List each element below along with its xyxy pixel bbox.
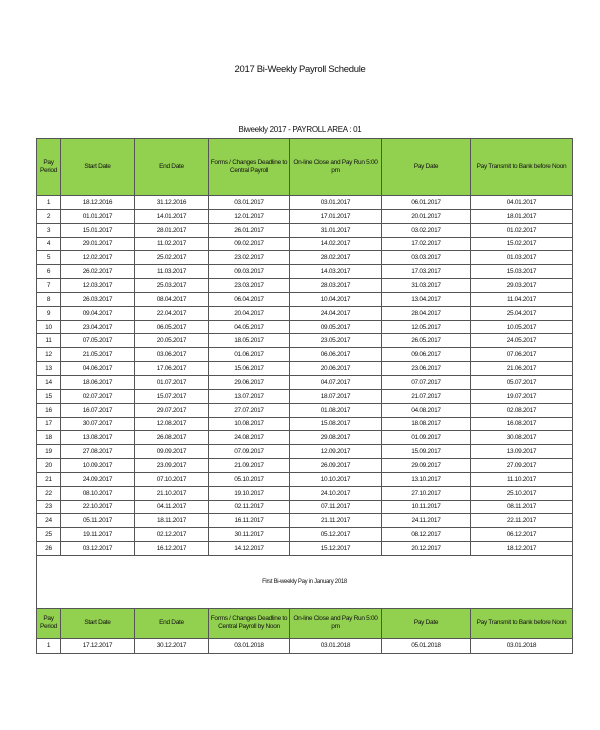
cell: 23.04.2017 — [61, 320, 135, 334]
cell: 13.04.2017 — [382, 292, 471, 306]
cell: 03.02.2017 — [382, 223, 471, 237]
cell: 2 — [37, 209, 61, 223]
cell: 10 — [37, 320, 61, 334]
table-row — [37, 320, 573, 334]
cell: 09.04.2017 — [61, 306, 135, 320]
cell: 16.11.2017 — [209, 514, 290, 528]
header-row-2 — [37, 608, 573, 638]
cell: 10.10.2017 — [290, 472, 382, 486]
table-row — [37, 362, 573, 376]
cell: 24 — [37, 514, 61, 528]
cell: 21.09.2017 — [209, 459, 290, 473]
cell: 10.04.2017 — [290, 292, 382, 306]
cell: 15.01.2017 — [61, 223, 135, 237]
cell: 19.10.2017 — [209, 486, 290, 500]
cell: 03.01.2017 — [209, 196, 290, 210]
cell: 23.03.2017 — [209, 279, 290, 293]
header2-online-close: On-line Close and Pay Run 5:00 pm — [290, 608, 382, 638]
cell: 06.01.2017 — [382, 196, 471, 210]
cell: 27.10.2017 — [382, 486, 471, 500]
cell: 29.09.2017 — [382, 459, 471, 473]
cell: 17.12.2017 — [61, 638, 135, 653]
cell: 8 — [37, 292, 61, 306]
table-row — [37, 542, 573, 556]
cell: 12.03.2017 — [61, 279, 135, 293]
cell: 22.10.2017 — [61, 500, 135, 514]
cell: 12.05.2017 — [382, 320, 471, 334]
cell: 24.11.2017 — [382, 514, 471, 528]
cell: 15.09.2017 — [382, 445, 471, 459]
cell: 31.01.2017 — [290, 223, 382, 237]
cell: 08.11.2017 — [471, 500, 573, 514]
cell: 17.02.2017 — [382, 237, 471, 251]
cell: 9 — [37, 306, 61, 320]
cell: 03.03.2017 — [382, 251, 471, 265]
cell: 08.10.2017 — [61, 486, 135, 500]
cell: 01.07.2017 — [135, 375, 209, 389]
cell: 24.04.2017 — [290, 306, 382, 320]
cell: 1 — [37, 196, 61, 210]
cell: 6 — [37, 265, 61, 279]
cell: 15.06.2017 — [209, 362, 290, 376]
cell: 19 — [37, 445, 61, 459]
cell: 11.03.2017 — [135, 265, 209, 279]
cell: 05.10.2017 — [209, 472, 290, 486]
header2-start-date: Start Date — [61, 608, 135, 638]
cell: 04.06.2017 — [61, 362, 135, 376]
table-subtitle: Biweekly 2017 - PAYROLL AREA : 01 — [238, 125, 362, 134]
cell: 26.03.2017 — [61, 292, 135, 306]
cell: 16 — [37, 403, 61, 417]
cell: 4 — [37, 237, 61, 251]
cell: 24.10.2017 — [290, 486, 382, 500]
cell: 26.01.2017 — [209, 223, 290, 237]
cell: 30.07.2017 — [61, 417, 135, 431]
cell: 12.02.2017 — [61, 251, 135, 265]
cell: 27.07.2017 — [209, 403, 290, 417]
table-row — [37, 389, 573, 403]
cell: 09.06.2017 — [382, 348, 471, 362]
cell: 12.08.2017 — [135, 417, 209, 431]
document-title: 2017 Bi-Weekly Payroll Schedule — [234, 64, 366, 75]
table-row — [37, 486, 573, 500]
cell: 18.07.2017 — [290, 389, 382, 403]
header-end-date: End Date — [135, 139, 209, 196]
cell: 13.09.2017 — [471, 445, 573, 459]
cell: 10.09.2017 — [61, 459, 135, 473]
cell: 21.06.2017 — [471, 362, 573, 376]
cell: 20 — [37, 459, 61, 473]
cell: 04.11.2017 — [135, 500, 209, 514]
cell: 28.03.2017 — [290, 279, 382, 293]
cell: 1 — [37, 638, 61, 653]
cell: 22.04.2017 — [135, 306, 209, 320]
cell: 15.03.2017 — [471, 265, 573, 279]
cell: 02.07.2017 — [61, 389, 135, 403]
cell: 28.01.2017 — [135, 223, 209, 237]
cell: 22.11.2017 — [471, 514, 573, 528]
header-online-close: On-line Close and Pay Run 5:00 pm — [290, 139, 382, 196]
cell: 15.12.2017 — [290, 542, 382, 556]
cell: 05.11.2017 — [61, 514, 135, 528]
cell: 29.07.2017 — [135, 403, 209, 417]
note-row — [37, 555, 573, 608]
cell: 02.12.2017 — [135, 528, 209, 542]
cell: 30.12.2017 — [135, 638, 209, 653]
table-row — [37, 445, 573, 459]
cell: 25.10.2017 — [471, 486, 573, 500]
cell: 01.06.2017 — [209, 348, 290, 362]
cell: 18.01.2017 — [471, 209, 573, 223]
table-row — [37, 375, 573, 389]
cell: 03.01.2018 — [290, 638, 382, 653]
cell: 11 — [37, 334, 61, 348]
cell: 05.01.2018 — [382, 638, 471, 653]
cell: 26.08.2017 — [135, 431, 209, 445]
cell: 06.05.2017 — [135, 320, 209, 334]
cell: 08.04.2017 — [135, 292, 209, 306]
cell: 13.08.2017 — [61, 431, 135, 445]
cell: 13.10.2017 — [382, 472, 471, 486]
cell: 07.07.2017 — [382, 375, 471, 389]
cell: 15.08.2017 — [290, 417, 382, 431]
cell: 04.07.2017 — [290, 375, 382, 389]
cell: 15.07.2017 — [135, 389, 209, 403]
cell: 16.12.2017 — [135, 542, 209, 556]
cell: 09.09.2017 — [135, 445, 209, 459]
header2-end-date: End Date — [135, 608, 209, 638]
cell: 30.11.2017 — [209, 528, 290, 542]
cell: 18.12.2016 — [61, 196, 135, 210]
cell: 25.02.2017 — [135, 251, 209, 265]
cell: 13 — [37, 362, 61, 376]
table-row — [37, 459, 573, 473]
cell: 10.11.2017 — [382, 500, 471, 514]
cell: 03.01.2018 — [209, 638, 290, 653]
cell: 5 — [37, 251, 61, 265]
cell: 20.01.2017 — [382, 209, 471, 223]
cell: 09.05.2017 — [290, 320, 382, 334]
cell: 29.03.2017 — [471, 279, 573, 293]
table-row — [37, 279, 573, 293]
table-row — [37, 306, 573, 320]
cell: 22 — [37, 486, 61, 500]
header2-deadline: Forms / Changes Deadline to Central Payroll by Noon — [209, 608, 290, 638]
cell: 18.06.2017 — [61, 375, 135, 389]
cell: 10.05.2017 — [471, 320, 573, 334]
table-row — [37, 431, 573, 445]
cell: 20.05.2017 — [135, 334, 209, 348]
header-deadline: Forms / Changes Deadline to Central Payroll — [209, 139, 290, 196]
cell: 07.09.2017 — [209, 445, 290, 459]
cell: 14.12.2017 — [209, 542, 290, 556]
cell: 02.11.2017 — [209, 500, 290, 514]
cell: 18 — [37, 431, 61, 445]
table-row — [37, 223, 573, 237]
cell: 03.06.2017 — [135, 348, 209, 362]
cell: 17 — [37, 417, 61, 431]
cell: 01.08.2017 — [290, 403, 382, 417]
cell: 26.05.2017 — [382, 334, 471, 348]
cell: 03.12.2017 — [61, 542, 135, 556]
cell: 12.01.2017 — [209, 209, 290, 223]
cell: 09.03.2017 — [209, 265, 290, 279]
table-row — [37, 265, 573, 279]
cell: 14.03.2017 — [290, 265, 382, 279]
table-row — [37, 237, 573, 251]
cell: 15.02.2017 — [471, 237, 573, 251]
table-row — [37, 196, 573, 210]
cell: 20.04.2017 — [209, 306, 290, 320]
cell: 06.12.2017 — [471, 528, 573, 542]
cell: 25 — [37, 528, 61, 542]
cell: 12 — [37, 348, 61, 362]
cell: 13.07.2017 — [209, 389, 290, 403]
cell: 21.11.2017 — [290, 514, 382, 528]
cell: 21.05.2017 — [61, 348, 135, 362]
table-row — [37, 417, 573, 431]
cell: 28.04.2017 — [382, 306, 471, 320]
cell: 20.06.2017 — [290, 362, 382, 376]
cell: 01.09.2017 — [382, 431, 471, 445]
cell: 17.03.2017 — [382, 265, 471, 279]
cell: 26 — [37, 542, 61, 556]
cell: 14.02.2017 — [290, 237, 382, 251]
cell: 27.08.2017 — [61, 445, 135, 459]
cell: 29.01.2017 — [61, 237, 135, 251]
payroll-rows — [37, 196, 573, 556]
cell: 04.05.2017 — [209, 320, 290, 334]
cell: 01.01.2017 — [61, 209, 135, 223]
cell: 18.08.2017 — [382, 417, 471, 431]
cell: 23.09.2017 — [135, 459, 209, 473]
table-row — [37, 500, 573, 514]
header-start-date: Start Date — [61, 139, 135, 196]
cell: 30.08.2017 — [471, 431, 573, 445]
cell: 24.09.2017 — [61, 472, 135, 486]
cell: 28.02.2017 — [290, 251, 382, 265]
cell: 29.06.2017 — [209, 375, 290, 389]
cell: 27.09.2017 — [471, 459, 573, 473]
cell: 03.01.2017 — [290, 196, 382, 210]
note-text: First Bi-weekly Pay in January 2018 — [37, 555, 573, 608]
cell: 11.10.2017 — [471, 472, 573, 486]
table-row-2018 — [37, 638, 573, 653]
cell: 26.09.2017 — [290, 459, 382, 473]
cell: 07.10.2017 — [135, 472, 209, 486]
cell: 05.07.2017 — [471, 375, 573, 389]
cell: 08.12.2017 — [382, 528, 471, 542]
cell: 07.05.2017 — [61, 334, 135, 348]
table-row — [37, 472, 573, 486]
cell: 23.05.2017 — [290, 334, 382, 348]
cell: 20.12.2017 — [382, 542, 471, 556]
cell: 06.06.2017 — [290, 348, 382, 362]
cell: 21 — [37, 472, 61, 486]
cell: 23 — [37, 500, 61, 514]
cell: 23.02.2017 — [209, 251, 290, 265]
cell: 26.02.2017 — [61, 265, 135, 279]
cell: 04.01.2017 — [471, 196, 573, 210]
cell: 31.03.2017 — [382, 279, 471, 293]
table-row — [37, 292, 573, 306]
cell: 29.08.2017 — [290, 431, 382, 445]
cell: 31.12.2016 — [135, 196, 209, 210]
table-row — [37, 528, 573, 542]
cell: 24.08.2017 — [209, 431, 290, 445]
cell: 7 — [37, 279, 61, 293]
cell: 25.04.2017 — [471, 306, 573, 320]
cell: 14 — [37, 375, 61, 389]
cell: 09.02.2017 — [209, 237, 290, 251]
cell: 17.01.2017 — [290, 209, 382, 223]
cell: 21.10.2017 — [135, 486, 209, 500]
payroll-table — [36, 138, 573, 654]
cell: 18.05.2017 — [209, 334, 290, 348]
cell: 19.11.2017 — [61, 528, 135, 542]
cell: 07.11.2017 — [290, 500, 382, 514]
cell: 18.12.2017 — [471, 542, 573, 556]
cell: 25.03.2017 — [135, 279, 209, 293]
cell: 15 — [37, 389, 61, 403]
header-pay-date: Pay Date — [382, 139, 471, 196]
cell: 11.02.2017 — [135, 237, 209, 251]
table-row — [37, 514, 573, 528]
header2-pay-date: Pay Date — [382, 608, 471, 638]
cell: 01.03.2017 — [471, 251, 573, 265]
cell: 19.07.2017 — [471, 389, 573, 403]
header-pay-period: Pay Period — [37, 139, 61, 196]
table-row — [37, 209, 573, 223]
cell: 17.06.2017 — [135, 362, 209, 376]
cell: 02.08.2017 — [471, 403, 573, 417]
cell: 10.08.2017 — [209, 417, 290, 431]
cell: 05.12.2017 — [290, 528, 382, 542]
cell: 21.07.2017 — [382, 389, 471, 403]
cell: 3 — [37, 223, 61, 237]
cell: 11.04.2017 — [471, 292, 573, 306]
table-row — [37, 334, 573, 348]
table-row — [37, 348, 573, 362]
cell: 04.08.2017 — [382, 403, 471, 417]
cell: 16.07.2017 — [61, 403, 135, 417]
table-row — [37, 251, 573, 265]
header-row — [37, 139, 573, 196]
cell: 23.06.2017 — [382, 362, 471, 376]
header-transmit: Pay Transmit to Bank before Noon — [471, 139, 573, 196]
cell: 12.09.2017 — [290, 445, 382, 459]
cell: 16.08.2017 — [471, 417, 573, 431]
cell: 06.04.2017 — [209, 292, 290, 306]
cell: 07.06.2017 — [471, 348, 573, 362]
header2-transmit: Pay Transmit to Bank before Noon — [471, 608, 573, 638]
cell: 01.02.2017 — [471, 223, 573, 237]
cell: 18.11.2017 — [135, 514, 209, 528]
table-row — [37, 403, 573, 417]
cell: 24.05.2017 — [471, 334, 573, 348]
header2-pay-period: Pay Period — [37, 608, 61, 638]
cell: 03.01.2018 — [471, 638, 573, 653]
cell: 14.01.2017 — [135, 209, 209, 223]
